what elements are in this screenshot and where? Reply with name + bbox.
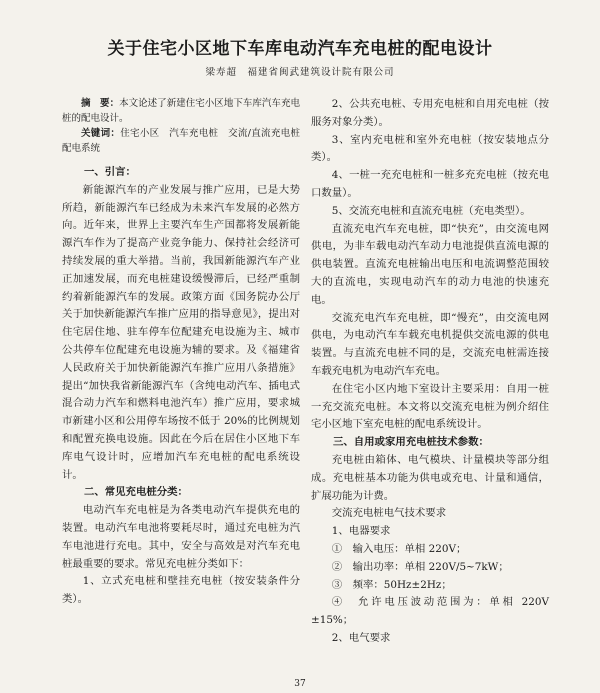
electrical-requirements-item: 1、电器要求	[331, 525, 391, 538]
components-paragraph: 充电桩由箱体、电气模块、计量模块等部分组成。充电桩基本功能为供电或充电、计量和通信，扩展功能为计费。	[311, 453, 549, 502]
electrical-requirements-item-2: 2、电气要求	[331, 631, 391, 644]
classification-item-2: 2、公共充电桩、专用充电桩和自用充电桩（按服务对象分类）。	[311, 98, 549, 128]
keywords-text: 住宅小区 汽车充电桩 交流/直流充电桩 配电系统	[62, 128, 310, 154]
requirements-title: 交流充电桩电气技术要求	[331, 507, 447, 520]
abstract-block	[62, 96, 310, 156]
paper-title: 关于住宅小区地下车库电动汽车充电桩的配电设计	[107, 39, 493, 59]
intro-paragraph: 新能源汽车的产业发展与推广应用，已是大势所趋，新能源汽车已经成为未来汽车发展的必然方向。近年来，世界上主要汽车生产国都将发展新能源汽车作为了提高产业竞争能力、保持社会经济可持续发展的重大举措。当前，我国新能源汽车产业正加速发展，而充电桩建设缓慢滞后，已经严重制约着新能源汽车的发展。政策方面《国务院办公厅关于加快新能源汽车推广应用的指导意见》，提出对住宅居住地、驻车停车位配建充电设施为主、城市公共停车位配建充电设施为辅的要求。及《福建省人民政府关于加快新能源汽车推广应用八条措施》提出“加快我省新能源汽车（含纯电动汽车、插电式混合动力汽车和燃料电池汽车）推广应用，要求城市新建小区和公用停车场按不低于 20%的比例规划和配置充换电设施。因此在今后在居住小区地下车库电气设计时，应增加汽车充电桩的配电系统设计。	[62, 183, 300, 481]
section-heading-classification: 二、常见充电桩分类：	[84, 486, 188, 499]
classification-item-1: 1、立式充电桩和壁挂充电桩（按安装条件分类）。	[62, 575, 300, 606]
author-line: 梁寿超 福建省闽武建筑设计院有限公司	[205, 67, 395, 78]
output-power-item: ② 输出功率：单相 220V/5~7kW；	[331, 560, 509, 573]
keywords-label: 关键词：	[81, 128, 121, 139]
classification-paragraph: 电动汽车充电桩是为各类电动汽车提供充电的装置。电动汽车电池将要耗尽时，通过充电桩为汽车电池进行充电。其中，安全与高效是对汽车充电桩最重要的要求。常见充电桩分类如下：	[62, 504, 300, 570]
abstract-label: 摘 要：	[81, 98, 120, 109]
keywords-paragraph	[62, 126, 310, 156]
right-column	[311, 96, 549, 648]
section-heading-parameters: 三、自用或家用充电桩技术参数：	[333, 436, 489, 449]
ac-charger-paragraph: 交流充电汽车充电桩，即“慢充”，由交流电网供电，为电动汽车车载充电机提供交流电源的供电装置。与直流充电桩不同的是，交流充电桩需连接车载充电机为电动汽车充电。	[311, 311, 549, 377]
classification-item-5: 5、交流充电桩和直流充电桩（充电类型）。	[331, 204, 531, 217]
input-voltage-item: ① 输入电压：单相 220V；	[331, 542, 467, 555]
voltage-fluctuation-item: ④ 允许电压波动范围为：单相 220V ±15%；	[311, 596, 549, 627]
residential-usage-paragraph: 在住宅小区内地下室设计主要采用：自用一桩一充交流充电桩。本文将以交流充电桩为例介绍住宅小区地下室充电桩的配电系统设计。	[311, 382, 549, 431]
abstract-paragraph	[62, 96, 300, 126]
section-heading-introduction: 一、引言：	[84, 166, 136, 178]
frequency-item: ③ 频率：50Hz±2Hz；	[331, 578, 452, 591]
classification-item-4: 4、一桩一充充电桩和一桩多充充电桩（按充电口数量）。	[311, 169, 549, 199]
page-number: 37	[294, 679, 306, 689]
classification-item-3: 3、室内充电桩和室外充电桩（按安装地点分类）。	[311, 133, 549, 164]
dc-charger-paragraph: 直流充电汽车充电桩，即“快充”，由交流电网供电，为非车载电动汽车动力电池提供直流电源的供电装置。直流充电桩输出电压和电流调整范围较大的直流电，实现电动汽车的动力电池的快速充电。	[311, 222, 549, 306]
abstract-text: 本文论述了新建住宅小区地下车库汽车充电桩的配电设计。	[62, 98, 300, 124]
left-column	[62, 96, 310, 609]
